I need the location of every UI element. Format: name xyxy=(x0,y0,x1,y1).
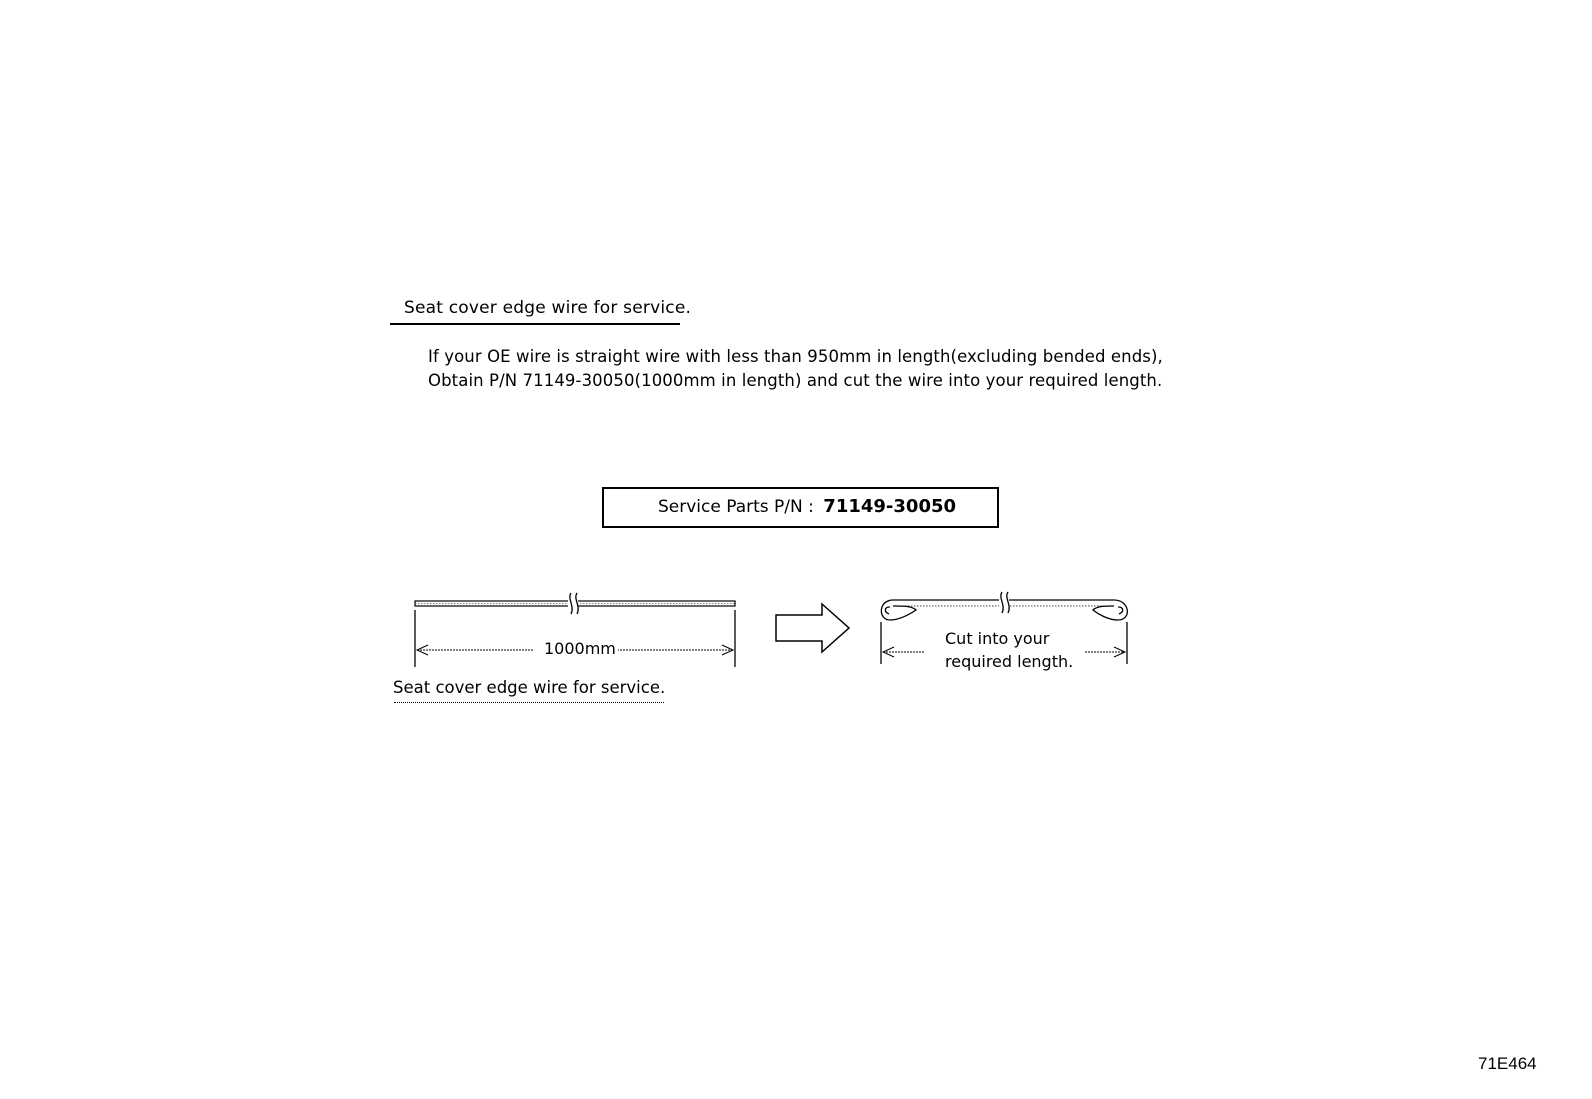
part-number-label: Service Parts P/N : xyxy=(658,497,820,517)
section-heading: Seat cover edge wire for service. xyxy=(404,298,692,318)
caption-underline xyxy=(394,702,664,703)
transform-arrow xyxy=(776,604,849,652)
wire-break-symbol-left xyxy=(568,593,578,614)
figure-id: 71E464 xyxy=(1478,1054,1537,1073)
instruction-line-2: Obtain P/N 71149-30050(1000mm in length) and cut the wire into your required length. xyxy=(428,371,1163,390)
cut-label-line-1: Cut into your xyxy=(945,629,1050,648)
wire-break-symbol-right xyxy=(999,592,1009,613)
cut-label-line-2: required length. xyxy=(945,652,1074,671)
part-number-value: 71149-30050 xyxy=(823,496,957,517)
figure-caption: Seat cover edge wire for service. xyxy=(393,678,666,697)
instruction-line-1: If your OE wire is straight wire with less than 950mm in length(excluding bended ends), xyxy=(428,347,1163,366)
dimension-label: 1000mm xyxy=(544,639,616,658)
